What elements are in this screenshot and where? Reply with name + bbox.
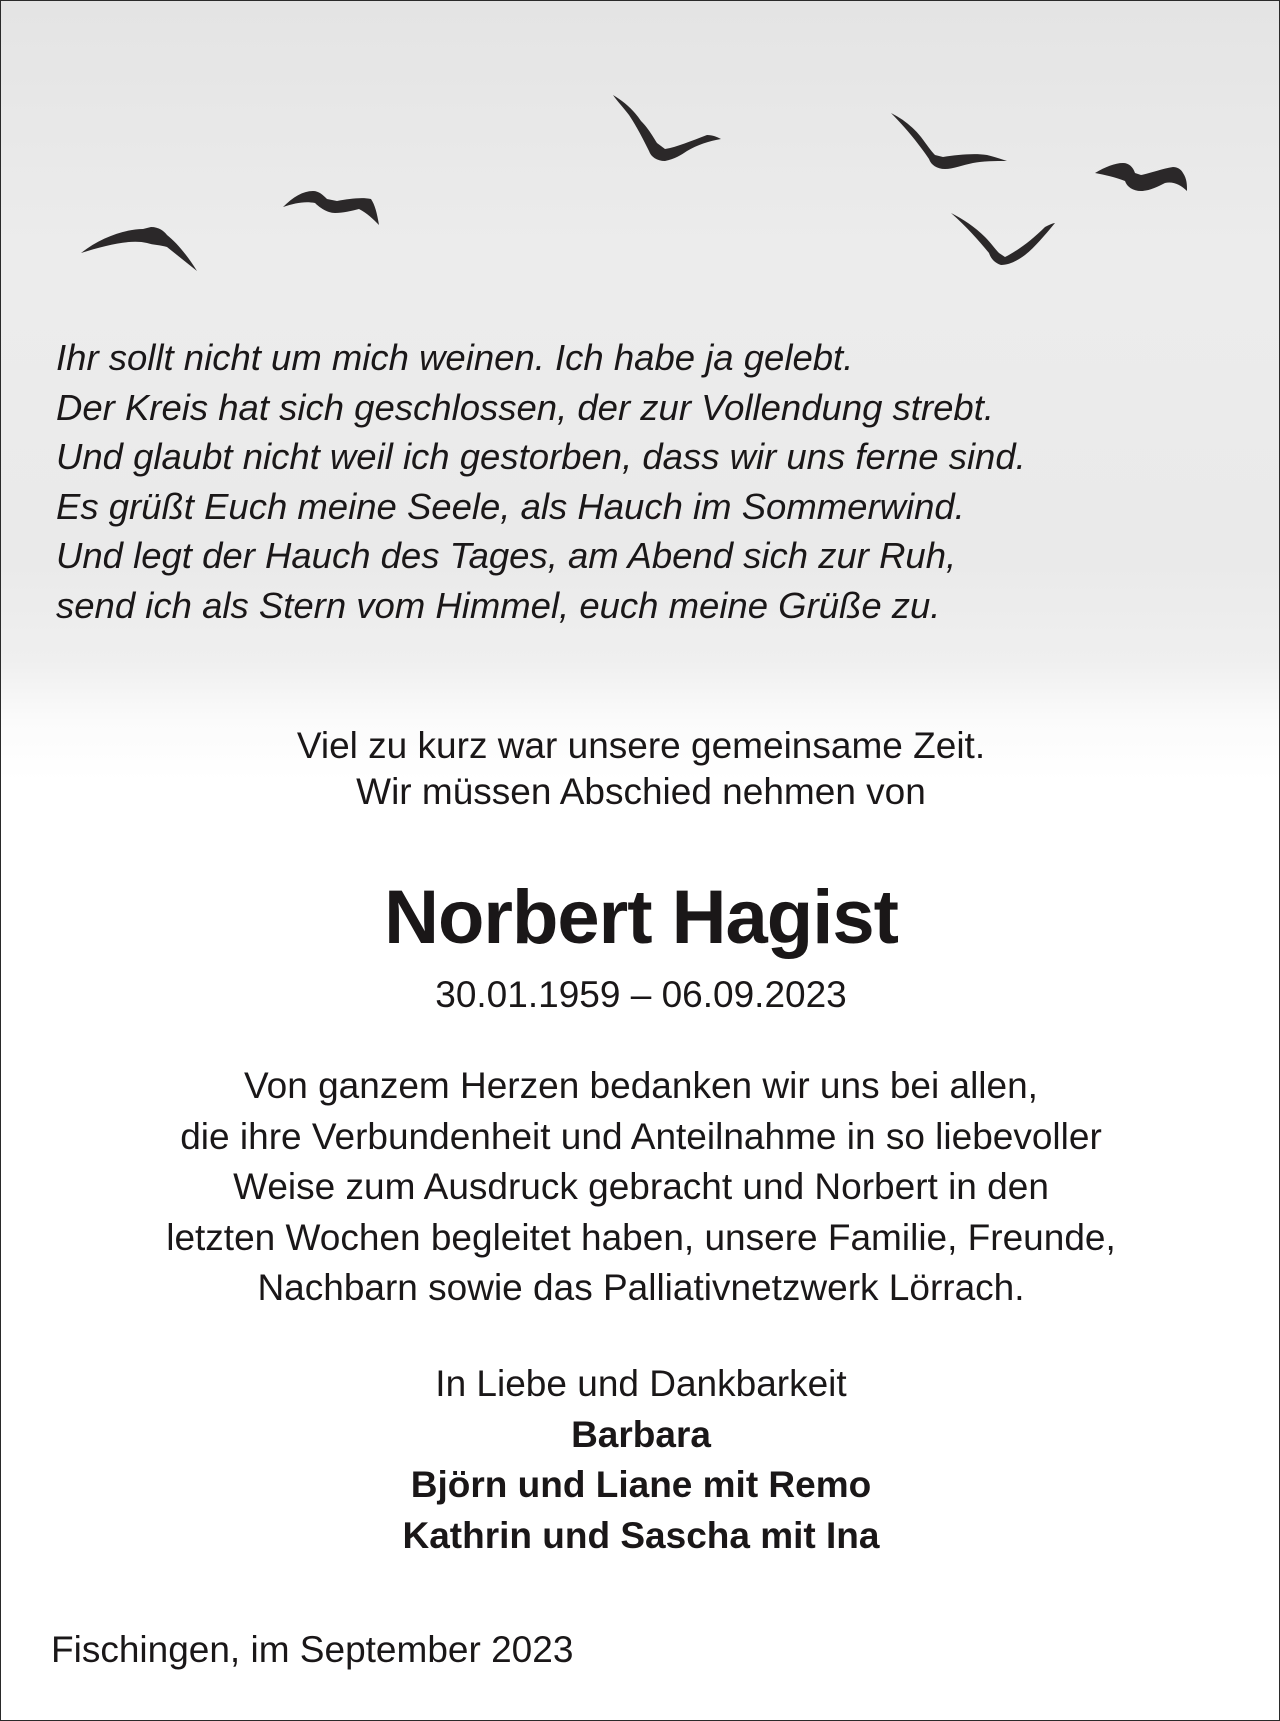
thanks-line: Nachbarn sowie das Palliativnetzwerk Lörrach. [257, 1267, 1025, 1308]
poem [56, 333, 1256, 630]
birds-group [81, 95, 1187, 271]
intro-line: Wir müssen Abschied nehmen von [356, 771, 926, 812]
intro-line: Viel zu kurz war unsere gemeinsame Zeit. [296, 725, 986, 766]
bird-icon [283, 191, 379, 225]
signature [1, 1359, 1280, 1561]
poem-line: Und glaubt nicht weil ich gestorben, dass wir uns ferne sind. [56, 436, 1026, 477]
bird-icon [613, 95, 721, 161]
poem-line: Und legt der Hauch des Tages, am Abend sich zur Ruh, [56, 535, 957, 576]
bird-icon [81, 227, 197, 271]
signature-name: Barbara [571, 1413, 711, 1455]
poem-line: Der Kreis hat sich geschlossen, der zur Vollendung strebt. [56, 386, 994, 428]
thanks-line: Von ganzem Herzen bedanken wir uns bei allen, [244, 1065, 1038, 1106]
place-date: Fischingen, im September 2023 [51, 1629, 574, 1670]
signature-closing: In Liebe und Dankbarkeit [435, 1363, 847, 1404]
thanks-text [1, 1061, 1280, 1314]
bird-icon [1095, 163, 1187, 191]
signature-name: Kathrin und Sascha mit Ina [402, 1514, 880, 1556]
thanks-line: letzten Wochen begleitet haben, unsere Familie, Freunde, [166, 1216, 1116, 1258]
poem-line: Es grüßt Euch meine Seele, als Hauch im Sommerwind. [56, 485, 965, 527]
poem-line: Ihr sollt nicht um mich weinen. Ich habe ja gelebt. [56, 337, 854, 378]
signature-name: Björn und Liane mit Remo [410, 1464, 872, 1505]
bird-icon [891, 113, 1007, 169]
deceased-name: Norbert Hagist [384, 875, 898, 960]
poem-line: send ich als Stern vom Himmel, euch meine Grüße zu. [56, 584, 941, 626]
bird-icon [951, 213, 1055, 265]
thanks-line: die ihre Verbundenheit und Anteilnahme in so liebevoller [180, 1115, 1102, 1157]
life-dates: 30.01.1959 – 06.09.2023 [435, 974, 847, 1015]
thanks-line: Weise zum Ausdruck gebracht und Norbert in den [233, 1166, 1049, 1207]
flying-birds-icon [1, 1, 1280, 301]
intro-text [1, 723, 1280, 815]
